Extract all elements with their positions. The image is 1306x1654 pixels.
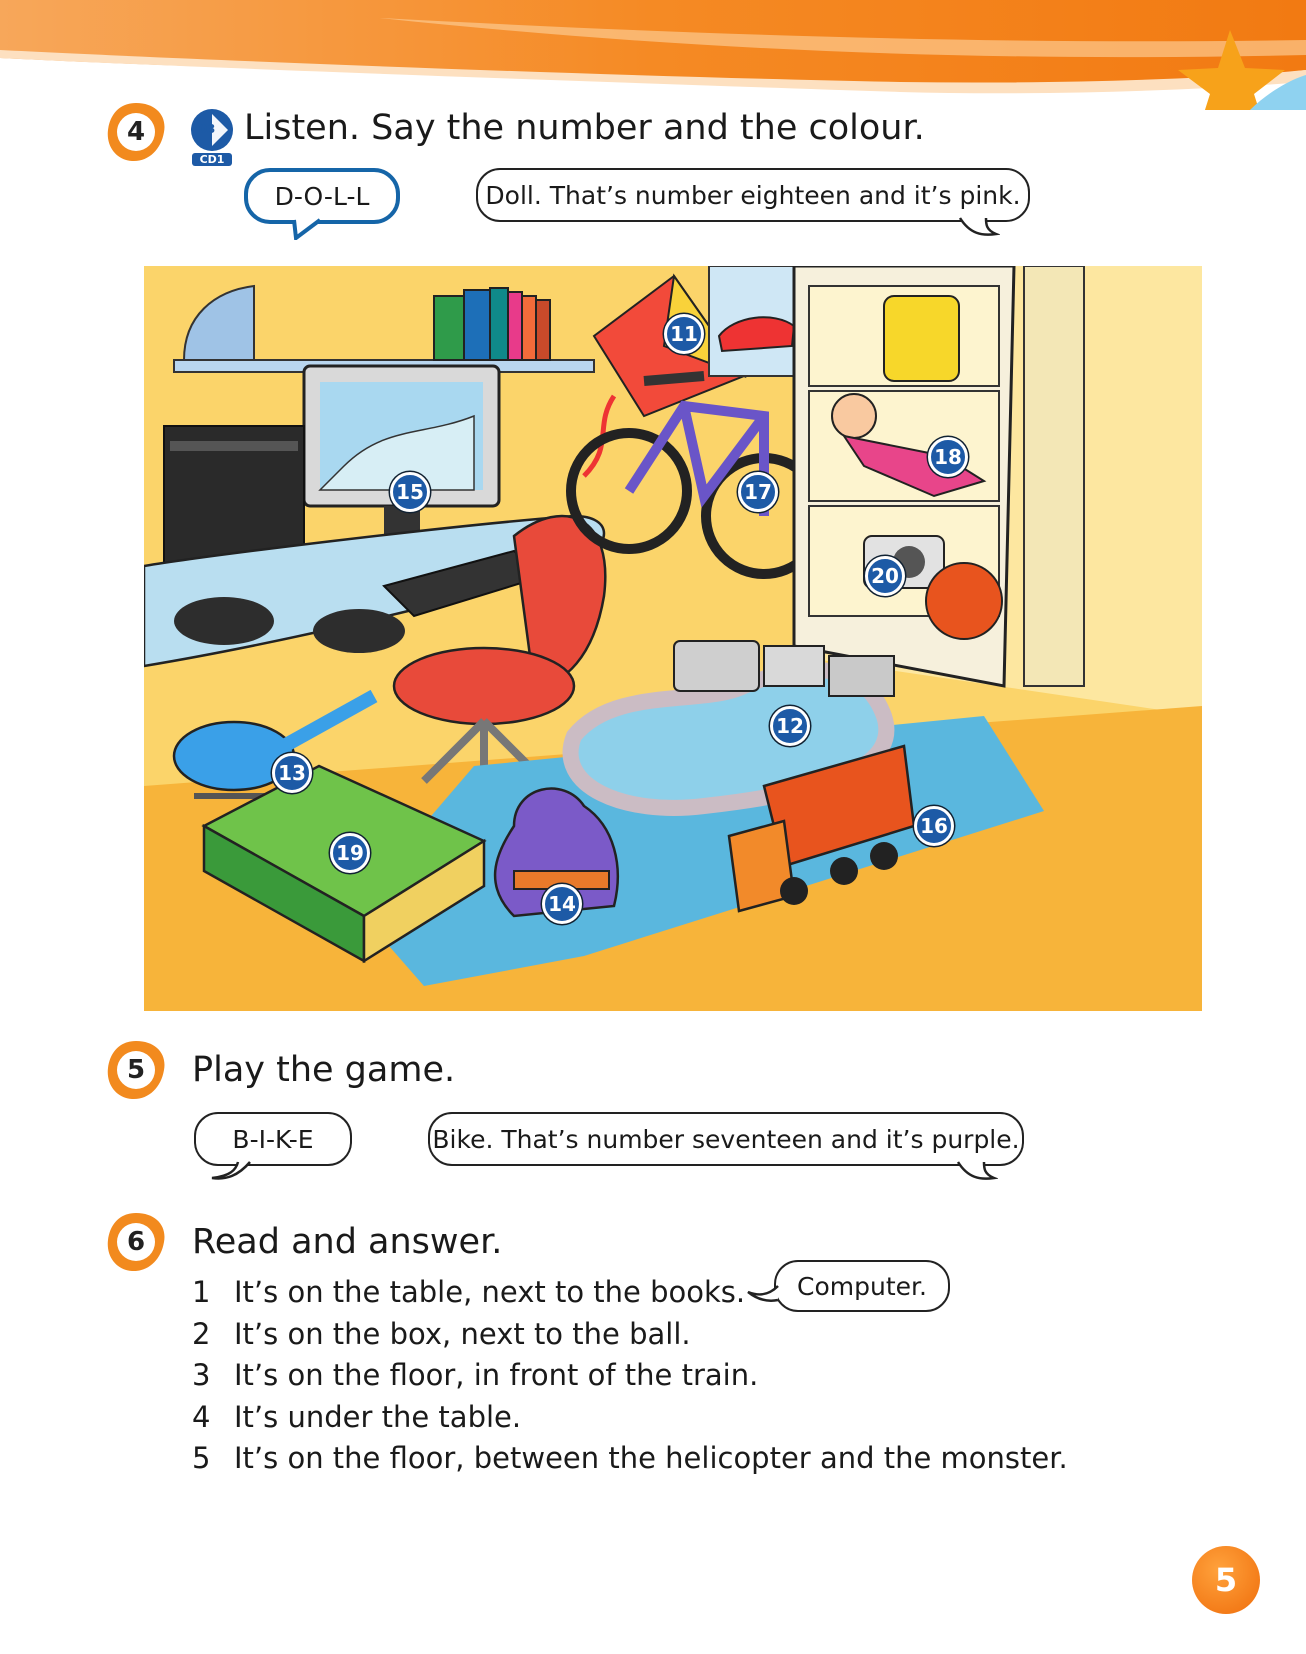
exercise-5-badge xyxy=(104,1038,168,1102)
ball-icon xyxy=(926,563,1002,639)
bubble-tail xyxy=(954,1160,998,1182)
question-row: 5 It’s on the floor, between the helicopter and the monster. xyxy=(192,1438,1068,1480)
question-text: It’s on the floor, in front of the train. xyxy=(234,1358,759,1392)
books-icon xyxy=(434,288,550,360)
audio-disc-label: CD1 xyxy=(199,153,225,166)
exercise-6-instruction: Read and answer. xyxy=(192,1222,503,1262)
question-row: 3 It’s on the floor, in front of the train. xyxy=(192,1355,1068,1397)
room-scene xyxy=(144,266,1202,1011)
bubble-text-bike-answer: Bike. That’s number seventeen and it’s purple. xyxy=(432,1124,1020,1154)
exercise-4-number: 4 xyxy=(126,117,146,147)
game-controller-icon xyxy=(313,609,405,653)
question-list xyxy=(192,1272,1068,1480)
question-text: It’s on the floor, between the helicopter and the monster. xyxy=(234,1441,1068,1475)
question-text: It’s on the box, next to the ball. xyxy=(234,1316,691,1351)
exercise-4-badge xyxy=(104,100,168,164)
speech-bubble-spelling-bike xyxy=(194,1112,352,1166)
page-number: 5 xyxy=(1192,1546,1260,1614)
exercise-6-number: 6 xyxy=(126,1227,146,1257)
label-14-monster: 14 xyxy=(542,884,582,924)
question-row: 1 It’s on the table, next to the books. xyxy=(192,1272,1068,1314)
exercise-4-instruction: Listen. Say the number and the colour. xyxy=(244,108,925,148)
question-text: It’s on the table, next to the books. xyxy=(234,1275,746,1309)
exercise-5-instruction: Play the game. xyxy=(192,1050,456,1090)
exercise-5-number: 5 xyxy=(126,1055,146,1085)
audio-track-number: 03 xyxy=(198,122,216,136)
bubble-tail xyxy=(208,1160,252,1182)
label-18-doll: 18 xyxy=(928,437,968,477)
label-12-train: 12 xyxy=(770,706,810,746)
label-17-bike: 17 xyxy=(738,472,778,512)
top-banner xyxy=(0,0,1306,110)
bubble-tail xyxy=(290,218,330,240)
bubble-text-doll-spelling: D-O-L-L xyxy=(274,181,370,211)
bubble-tail xyxy=(956,216,1000,238)
speech-bubble-answer-bike xyxy=(428,1112,1024,1166)
label-11-kite: 11 xyxy=(664,314,704,354)
question-row: 2 It’s on the box, next to the ball. xyxy=(192,1314,1068,1356)
bubble-text-computer: Computer. xyxy=(797,1271,927,1301)
bucket-icon xyxy=(884,296,959,381)
question-text: It’s under the table. xyxy=(234,1399,522,1434)
speech-bubble-spelling-doll xyxy=(244,168,400,224)
label-13-helicopter: 13 xyxy=(272,753,312,793)
label-16-truck: 16 xyxy=(914,806,954,846)
bubble-text-doll-answer: Doll. That’s number eighteen and it’s pink. xyxy=(485,180,1021,210)
question-row: 4 It’s under the table. xyxy=(192,1397,1068,1439)
speech-bubble-answer-doll xyxy=(476,168,1030,222)
label-19-board-game: 19 xyxy=(330,833,370,873)
exercise-6-badge xyxy=(104,1210,168,1274)
bubble-text-bike-spelling: B-I-K-E xyxy=(232,1124,314,1154)
label-15-computer: 15 xyxy=(390,472,430,512)
label-20-camera: 20 xyxy=(865,556,905,596)
game-controller-icon xyxy=(174,597,274,645)
toy-room-illustration xyxy=(144,266,1202,1011)
